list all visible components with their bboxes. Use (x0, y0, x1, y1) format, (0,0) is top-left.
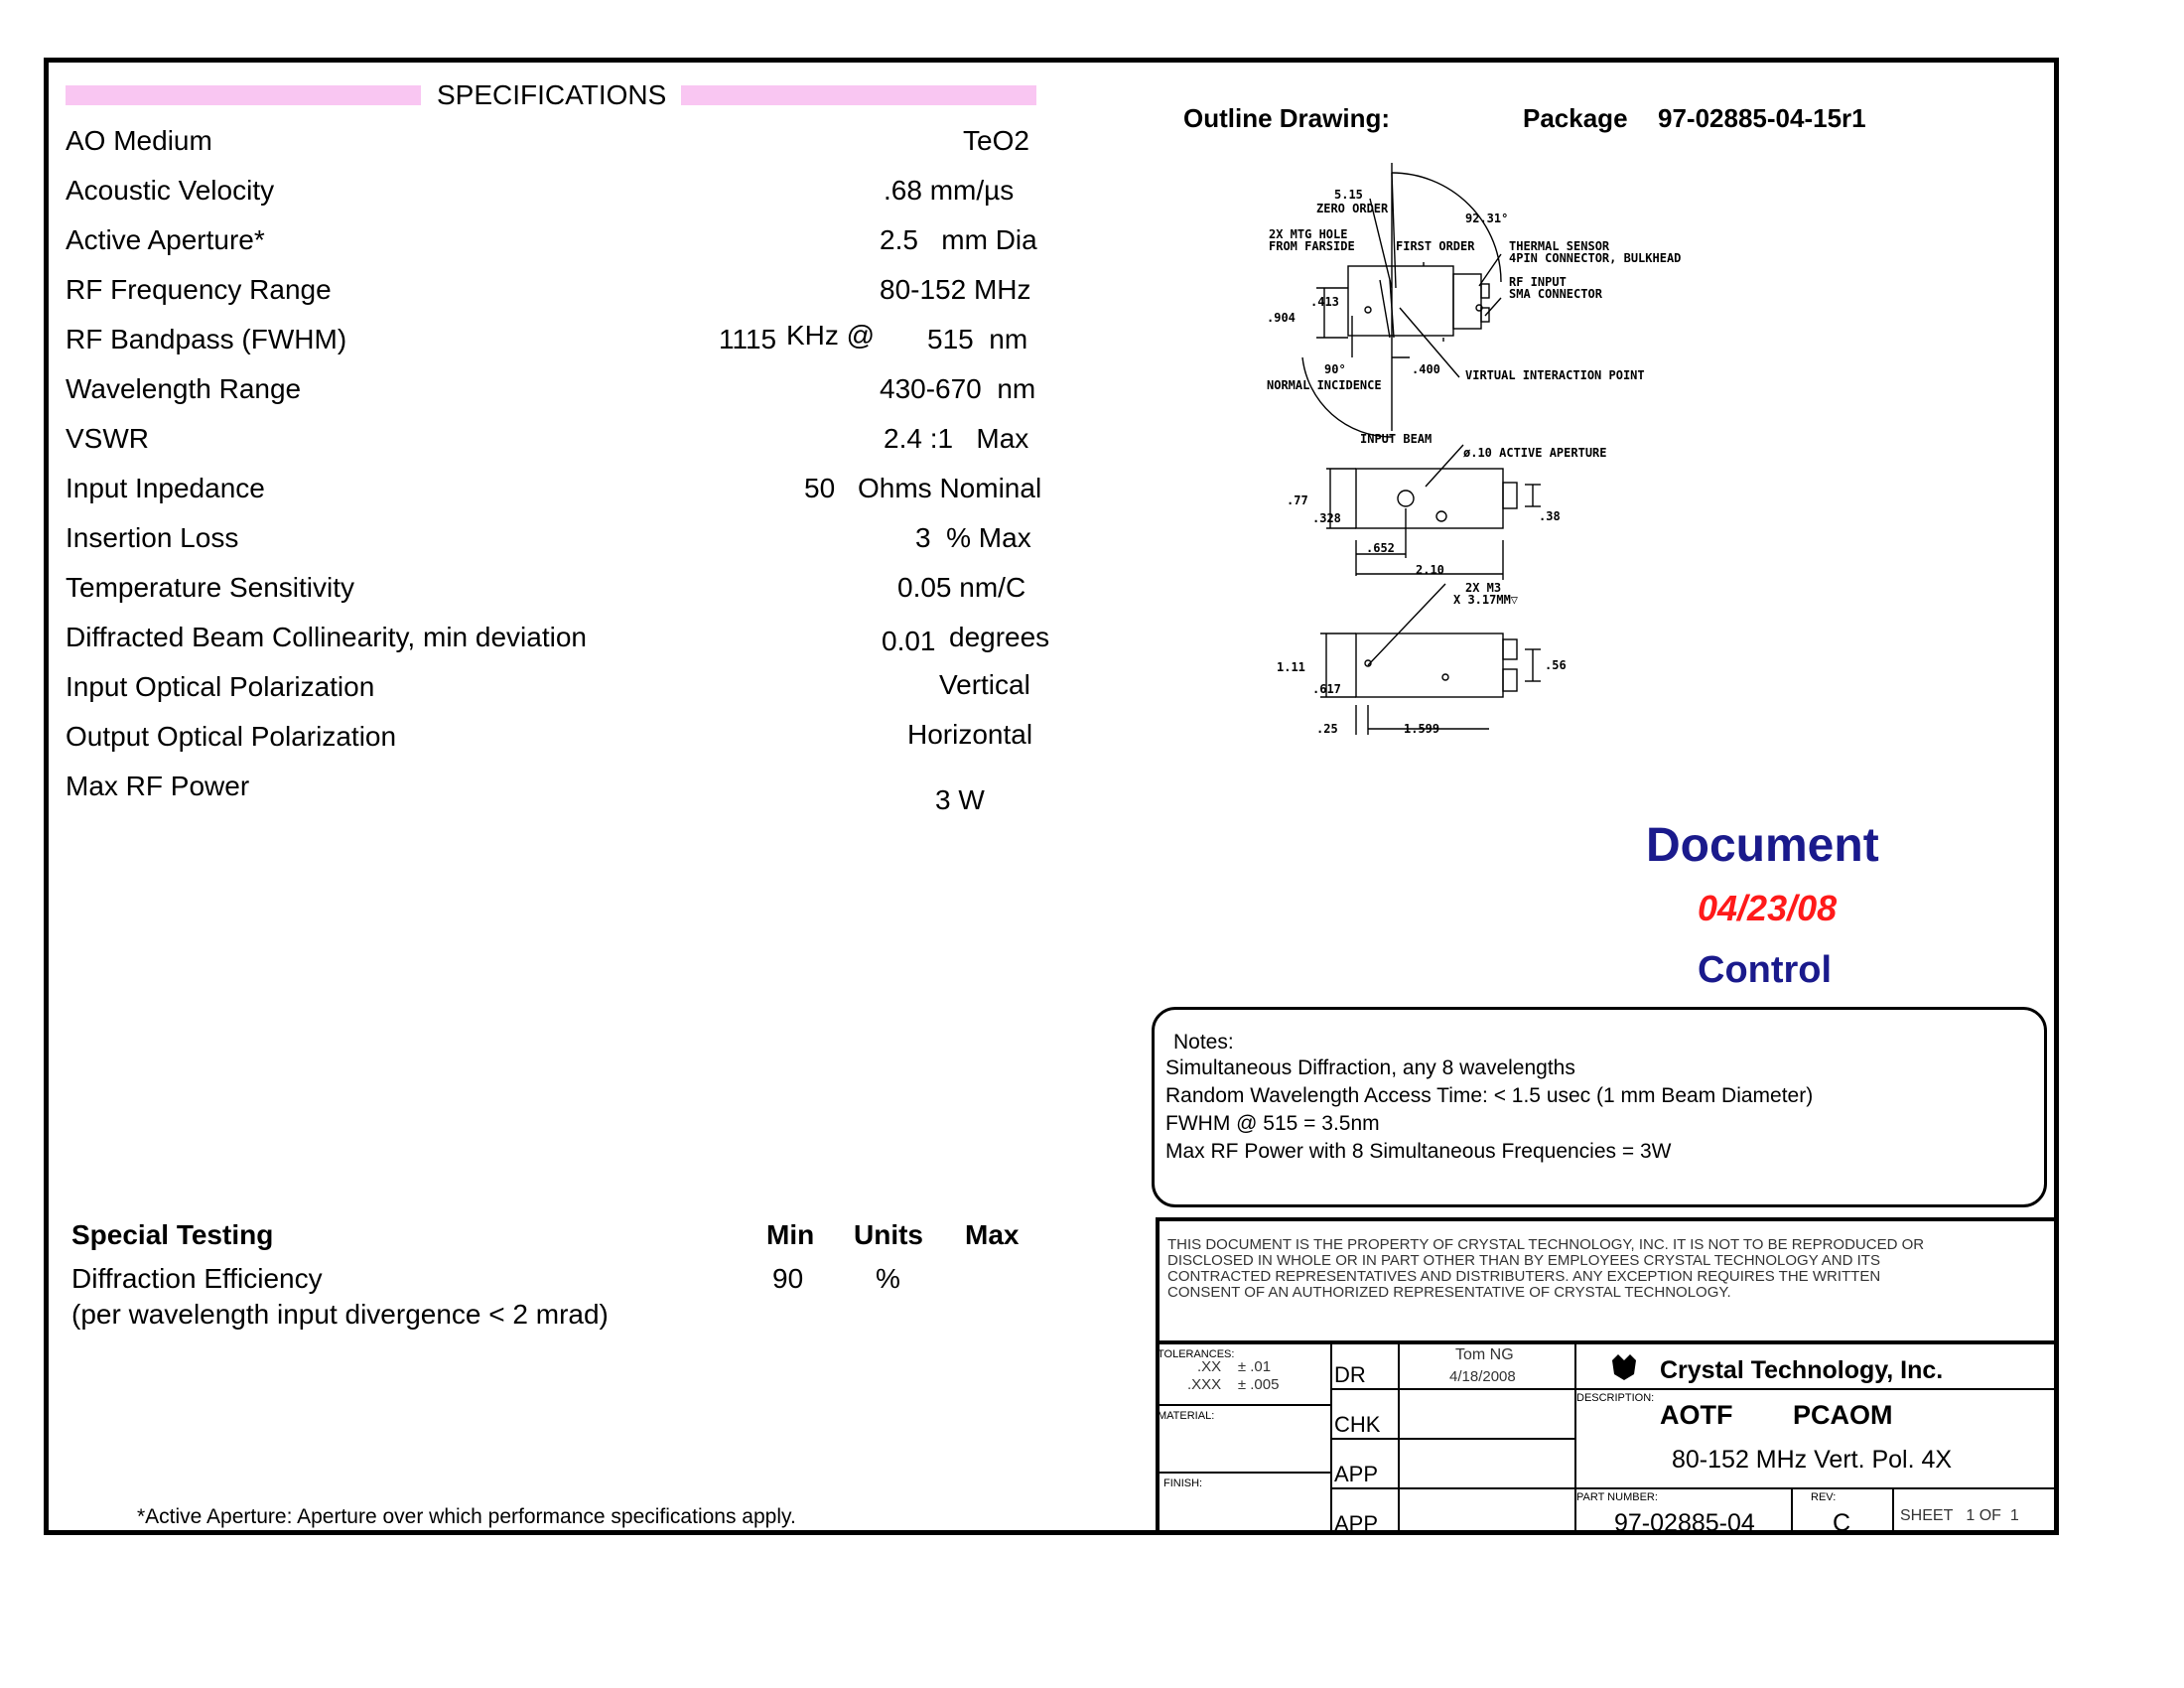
part-number: 97-02885-04 (1614, 1509, 1755, 1537)
zero-order-dim: 5.15 (1334, 188, 1363, 202)
divider (1574, 1344, 1576, 1535)
sheet-number: SHEET 1 OF 1 (1900, 1507, 2019, 1524)
dim-56: .56 (1545, 658, 1567, 672)
company-name: Crystal Technology, Inc. (1660, 1356, 1944, 1384)
divider (1574, 1388, 2059, 1390)
divider (1330, 1388, 1574, 1390)
spec-header-bar-left (66, 85, 421, 105)
package-label: Package (1523, 103, 1628, 133)
notes-line: FWHM @ 515 = 3.5nm (1165, 1112, 1380, 1135)
rev-label: REV: (1811, 1491, 1837, 1503)
tol-xx: .XX ± .01 (1197, 1358, 1272, 1375)
mtg-hole-2: FROM FARSIDE (1269, 239, 1355, 253)
m3-1: 2X M3 (1465, 581, 1502, 595)
spec-value: 3 W (935, 784, 985, 815)
spec-value: degrees (949, 622, 1050, 652)
spec-value: 80-152 MHz (880, 274, 1031, 305)
desc-pcaom: PCAOM (1793, 1400, 1893, 1430)
spec-value: Ohms Nominal (858, 473, 1042, 503)
spec-header: SPECIFICATIONS (437, 79, 667, 110)
spec-value: Horizontal (907, 719, 1033, 750)
property-notice (1167, 1237, 1924, 1301)
divider (1330, 1438, 1574, 1440)
dim-617: .617 (1312, 682, 1341, 696)
divider (1791, 1489, 1793, 1535)
spec-label: Temperature Sensitivity (66, 572, 355, 603)
spec-label: RF Frequency Range (66, 274, 332, 305)
spec-value: 430-670 nm (880, 373, 1036, 404)
col-min: Min (766, 1219, 815, 1250)
dim-904: .904 (1267, 311, 1296, 325)
divider (1892, 1489, 1894, 1535)
spec-value: .68 mm/µs (884, 175, 1015, 206)
normal-incidence: NORMAL INCIDENCE (1267, 378, 1382, 392)
desc-aotf: AOTF (1660, 1400, 1733, 1430)
spec-label: Input Inpedance (66, 473, 265, 503)
thermal-1: THERMAL SENSOR (1509, 239, 1610, 253)
input-beam: INPUT BEAM (1360, 432, 1433, 446)
dim-400: .400 (1412, 362, 1440, 376)
spec-value: 2.5 mm Dia (880, 224, 1037, 255)
divider (1330, 1487, 1574, 1489)
spec-label: Active Aperture* (66, 224, 265, 255)
package-number: 97-02885-04-15r1 (1658, 103, 1866, 133)
spec-value: 2.4 :1 Max (884, 423, 1029, 454)
dim-25: .25 (1316, 722, 1338, 736)
spec-label: Output Optical Polarization (66, 721, 397, 752)
mtg-hole-1: 2X MTG HOLE (1269, 227, 1348, 241)
property-line: THIS DOCUMENT IS THE PROPERTY OF CRYSTAL TECHNOLOGY, INC. IT IS NOT TO BE REPRODUCED OR (1167, 1236, 1925, 1253)
divider (1330, 1344, 1332, 1535)
outline-drawing-label: Outline Drawing: (1183, 103, 1390, 133)
rf-1: RF INPUT (1509, 275, 1567, 289)
divider (1398, 1344, 1400, 1535)
m3-2: X 3.17MM▽ (1453, 593, 1519, 607)
divider (1156, 1472, 1330, 1474)
chk-label: CHK (1334, 1412, 1381, 1437)
notes-line: Random Wavelength Access Time: < 1.5 usec (1 mm Beam Diameter) (1165, 1084, 1814, 1107)
spec-header-bar-right (681, 85, 1036, 105)
body-top-view (1348, 266, 1453, 336)
spec-label: RF Bandpass (FWHM) (66, 324, 347, 354)
rev: C (1833, 1509, 1851, 1537)
stamp-document: Document (1646, 819, 1879, 872)
spec-label: Max RF Power (66, 771, 250, 801)
spec-value: 0.05 nm/C (897, 572, 1026, 603)
property-line: DISCLOSED IN WHOLE OR IN PART OTHER THAN BY EMPLOYEES CRYSTAL TECHNOLOGY AND ITS (1167, 1252, 1880, 1269)
outline-drawing (1231, 149, 1787, 745)
notes-line: Simultaneous Diffraction, any 8 wavelengths (1165, 1056, 1575, 1079)
part-number-label: PART NUMBER: (1576, 1491, 1658, 1503)
tolerances-label: TOLERANCES: (1158, 1348, 1235, 1360)
dim-328: .328 (1312, 511, 1341, 525)
dim-210: 2.10 (1416, 563, 1444, 577)
property-line: CONSENT OF AN AUTHORIZED REPRESENTATIVE OF CRYSTAL TECHNOLOGY. (1167, 1284, 1731, 1301)
dim-413: .413 (1310, 295, 1339, 309)
spec-label: Wavelength Range (66, 373, 302, 404)
spec-value: 50 (804, 473, 836, 503)
notes-line: Max RF Power with 8 Simultaneous Frequencies = 3W (1165, 1140, 1672, 1163)
dr-label: DR (1334, 1362, 1366, 1387)
notes-title: Notes: (1173, 1031, 1234, 1054)
diffraction-efficiency-note: (per wavelength input divergence < 2 mrad) (71, 1299, 609, 1330)
app-label: APP (1334, 1511, 1379, 1536)
body-bottom-view (1356, 633, 1503, 697)
virtual-interaction-point: VIRTUAL INTERACTION POINT (1465, 368, 1645, 382)
spec-label: AO Medium (66, 125, 212, 156)
diffraction-efficiency-label: Diffraction Efficiency (71, 1263, 323, 1294)
drawn-date: 4/18/2008 (1449, 1368, 1516, 1385)
spec-value: KHz @ (786, 320, 876, 351)
desc-line2: 80-152 MHz Vert. Pol. 4X (1672, 1446, 1953, 1474)
stamp-control: Control (1698, 949, 1833, 991)
dim-111: 1.11 (1277, 660, 1305, 674)
dim-652: .652 (1366, 541, 1395, 555)
spec-label: VSWR (66, 423, 149, 454)
spec-label: Insertion Loss (66, 522, 239, 553)
finish-label: FINISH: (1163, 1477, 1203, 1489)
spec-label: Acoustic Velocity (66, 175, 275, 206)
dim-77: .77 (1287, 493, 1308, 507)
app-label: APP (1334, 1462, 1379, 1486)
special-testing-title: Special Testing (71, 1219, 274, 1250)
col-max: Max (965, 1219, 1020, 1250)
spec-value: 3 % Max (915, 522, 1031, 553)
crystal-logo-icon (1610, 1352, 1638, 1382)
thermal-2: 4PIN CONNECTOR, BULKHEAD (1509, 251, 1682, 265)
spec-label: Input Optical Polarization (66, 671, 375, 702)
tol-xxx: .XXX ± .005 (1187, 1376, 1280, 1393)
active-aperture: ø.10 ACTIVE APERTURE (1463, 446, 1607, 460)
divider (1574, 1487, 2059, 1489)
spec-value: 515 nm (927, 324, 1028, 354)
angle: 92.31° (1465, 211, 1509, 225)
diffraction-efficiency-min: 90 (772, 1263, 804, 1294)
col-units: Units (854, 1219, 923, 1250)
diffraction-efficiency-units: % (876, 1263, 900, 1294)
divider (1156, 1404, 1330, 1406)
first-order: FIRST ORDER (1396, 239, 1475, 253)
body-side-view (1356, 469, 1503, 528)
stamp-date: 04/23/08 (1698, 888, 1838, 928)
description-label: DESCRIPTION: (1576, 1392, 1655, 1404)
dim-38: .38 (1539, 509, 1561, 523)
dim-1599: 1.599 (1404, 722, 1440, 736)
divider (1156, 1340, 2059, 1344)
zero-order: ZERO ORDER (1316, 202, 1389, 215)
spec-value: 0.01 (882, 626, 936, 656)
drawn-by: Tom NG (1455, 1346, 1514, 1363)
spec-value: Vertical (939, 669, 1030, 700)
property-line: CONTRACTED REPRESENTATIVES AND DISTRIBUTERS. ANY EXCEPTION REQUIRES THE WRITTEN (1167, 1268, 1881, 1285)
rf-2: SMA CONNECTOR (1509, 287, 1602, 301)
footnote: *Active Aperture: Aperture over which performance specifications apply. (137, 1505, 796, 1528)
material-label: MATERIAL: (1158, 1410, 1215, 1422)
spec-value: TeO2 (963, 125, 1029, 156)
spec-value: 1115 (719, 324, 777, 354)
spec-label: Diffracted Beam Collinearity, min deviation (66, 622, 587, 652)
dim-90: 90° (1324, 362, 1346, 376)
